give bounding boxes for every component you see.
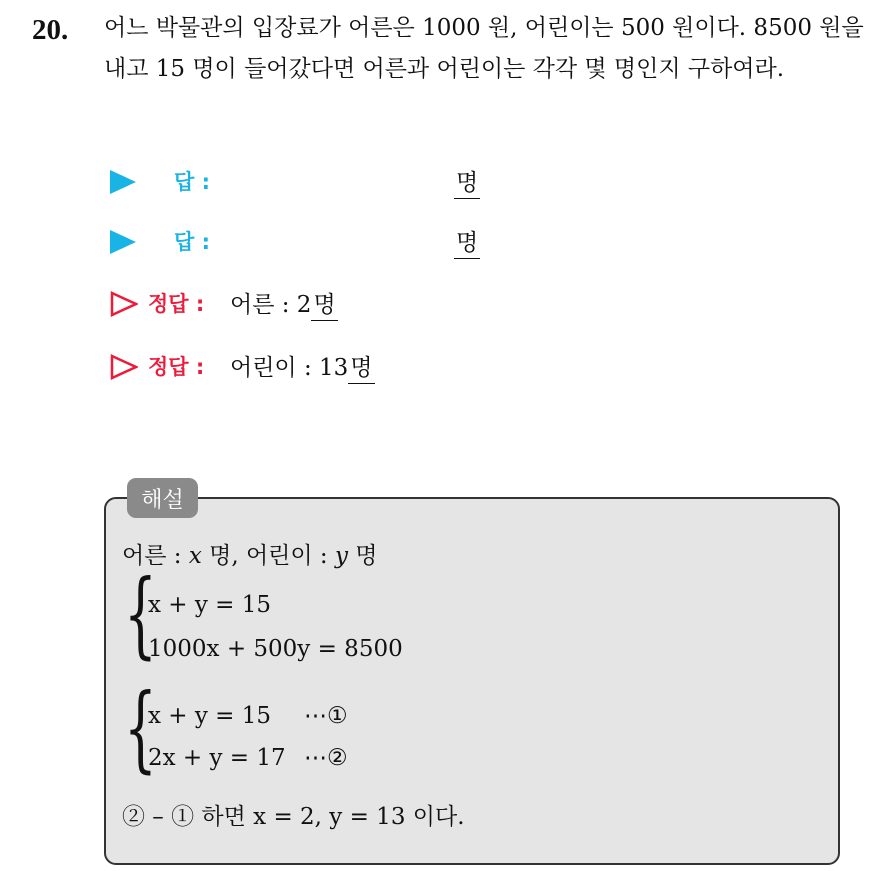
- system2-eq2: 2x + y = 17: [148, 745, 286, 771]
- system2-eq1: x + y = 15: [148, 703, 272, 729]
- definition-text: 명, 어린이 :: [201, 543, 335, 569]
- correct-answer-value: [230, 286, 338, 321]
- correct-answer-text: 어린이 : 13: [230, 355, 349, 381]
- explanation-tab: 해설: [127, 478, 198, 518]
- var-y: y: [334, 543, 348, 569]
- correct-answer-unit: 명: [348, 349, 374, 384]
- answer-label: 답 :: [174, 170, 210, 194]
- answer-unit: 명: [454, 224, 480, 259]
- definition-text: 명: [347, 543, 378, 569]
- system1-eq1: x + y = 15: [148, 592, 272, 618]
- correct-answer-label: 정답 :: [148, 292, 205, 316]
- variable-definition: [122, 537, 378, 570]
- play-triangle-icon: [110, 170, 136, 194]
- conclusion: ② – ① 하면 x = 2, y = 13 이다.: [122, 804, 465, 830]
- answer-row: [110, 224, 479, 260]
- question-text: 어느 박물관의 입장료가 어른은 1000 원, 어린이는 500 원이다. 8500 원을 내고 15 명이 들어갔다면 어른과 어린이는 각각 몇 명인지 구하여라.: [104, 15, 864, 82]
- system2-tag2: ⋯②: [304, 745, 348, 771]
- play-triangle-icon: [110, 230, 136, 254]
- var-x: x: [188, 543, 202, 569]
- outline-triangle-icon: [110, 354, 138, 380]
- answer-unit: 명: [454, 164, 480, 199]
- correct-answer-unit: 명: [311, 286, 337, 321]
- definition-text: 어른 :: [122, 543, 189, 569]
- outline-triangle-icon: [110, 291, 138, 317]
- answer-blank[interactable]: [454, 164, 480, 199]
- correct-answer-text: 어른 : 2: [230, 292, 312, 318]
- correct-answer-label: 정답 :: [148, 355, 205, 379]
- answer-blank[interactable]: [454, 224, 480, 259]
- question-number: 20.: [32, 14, 69, 46]
- correct-answer-value: [230, 349, 375, 384]
- answer-label: 답 :: [174, 230, 210, 254]
- system-brace: {: [124, 674, 157, 783]
- answer-row: [110, 164, 479, 200]
- correct-answer-row: [110, 286, 336, 322]
- system2-tag1: ⋯①: [304, 703, 348, 729]
- correct-answer-row: [110, 349, 373, 385]
- system1-eq2: 1000x + 500y = 8500: [148, 636, 403, 662]
- system-brace: {: [124, 560, 157, 669]
